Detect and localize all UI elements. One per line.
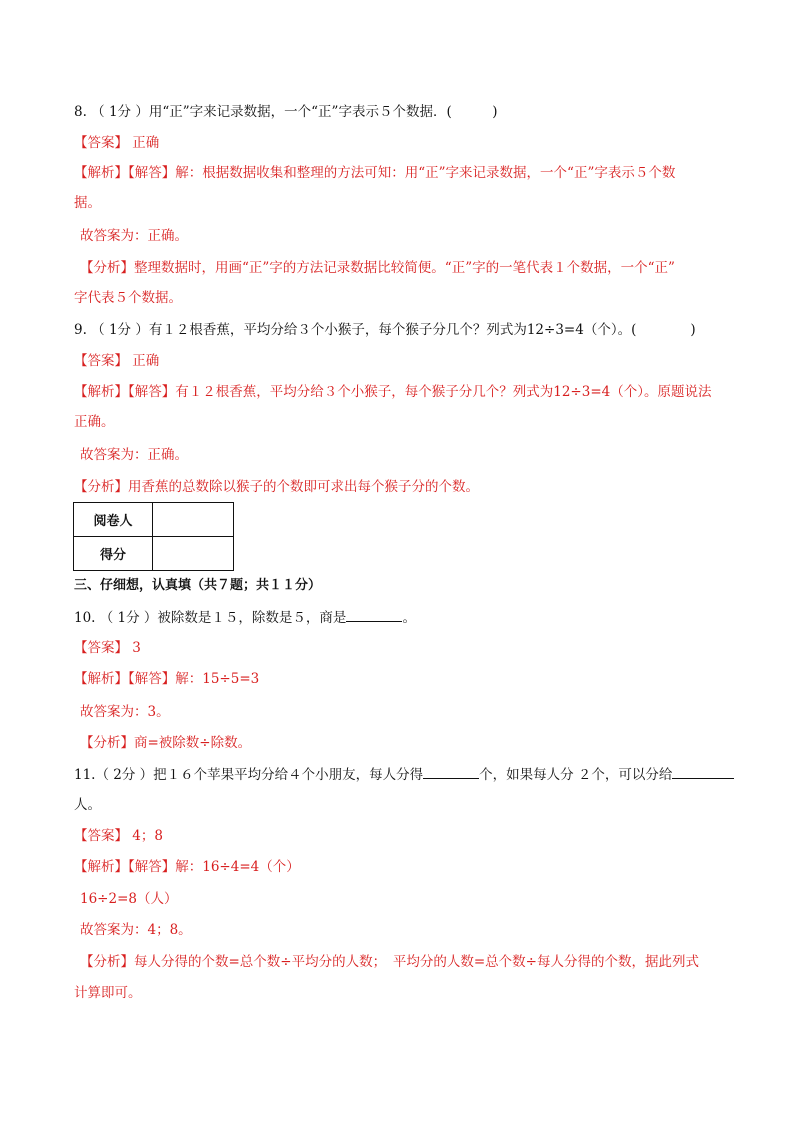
q9-analysis-line1: 【解析】【解答】有１２根香蕉，平均分给３个小猴子，每个猴子分几个？列式为12÷3=4（个）。原题说法 — [74, 384, 712, 400]
q11-fenxi-line1: 【分析】每人分得的个数=总个数÷平均分的人数； 平均分的人数=总个数÷每人分得的个数，据此列式 — [80, 954, 699, 970]
grading-row-reviewer — [74, 503, 234, 537]
q10-answer-blank — [346, 607, 402, 622]
q11-answer-blank-1 — [423, 764, 479, 779]
reviewer-value-cell — [153, 503, 234, 537]
q8-fenxi-line1: 【分析】整理数据时，用画“正”字的方法记录数据比较简便。“正”字的一笔代表１个数据，一个“正” — [80, 260, 675, 276]
q10-question-text: 10. （ 1分 ）被除数是１５，除数是５，商是 — [74, 610, 347, 626]
q8-question: 8. （ 1分 ）用“正”字来记录数据，一个“正”字表示５个数据．( ) — [74, 104, 498, 120]
q11-question-mid: 个，如果每人分 ２个，可以分给 — [479, 767, 673, 783]
q11-analysis-line1: 【解析】【解答】解：16÷4=4（个） — [74, 859, 300, 875]
q11-question-text: 11.（ 2分 ）把１６个苹果平均分给４个小朋友，每人分得 — [74, 767, 424, 783]
section3-title: 三、仔细想，认真填（共７题；共１１分） — [74, 578, 322, 593]
q8-analysis-line2: 据。 — [74, 195, 101, 211]
reviewer-label: 阅卷人 — [74, 503, 153, 537]
q11-question-line2: 人。 — [74, 797, 101, 813]
score-label: 得分 — [74, 537, 153, 571]
q9-fenxi: 【分析】用香蕉的总数除以猴子的个数即可求出每个猴子分的个数。 — [74, 479, 479, 495]
score-value-cell — [153, 537, 234, 571]
q10-answer: 【答案】 3 — [74, 640, 141, 656]
q9-answer: 【答案】 正确 — [74, 353, 160, 369]
q10-analysis: 【解析】【解答】解：15÷5=3 — [74, 671, 260, 687]
q11-answer: 【答案】 4；8 — [74, 828, 163, 844]
q8-fenxi-line2: 字代表５个数据。 — [74, 290, 182, 306]
q8-conclusion: 故答案为：正确。 — [80, 228, 188, 244]
q10-question-end: 。 — [402, 610, 416, 626]
q11-analysis-line2: 16÷2=8（人） — [80, 891, 178, 907]
q8-analysis-line1: 【解析】【解答】解：根据数据收集和整理的方法可知：用“正”字来记录数据，一个“正”字表示５个数 — [74, 165, 676, 181]
q11-question-line1 — [74, 764, 726, 785]
q11-answer-blank-2 — [672, 764, 734, 779]
q9-conclusion: 故答案为：正确。 — [80, 447, 188, 463]
q11-fenxi-line2: 计算即可。 — [74, 985, 142, 1001]
grading-table — [73, 502, 234, 571]
q8-answer: 【答案】 正确 — [74, 135, 160, 151]
q11-conclusion: 故答案为：4；8。 — [80, 922, 192, 938]
q10-conclusion: 故答案为：3。 — [80, 704, 170, 720]
grading-row-score — [74, 537, 234, 571]
q10-fenxi: 【分析】商=被除数÷除数。 — [80, 735, 252, 751]
q10-question — [74, 607, 726, 628]
q9-question: 9. （ 1分 ）有１２根香蕉，平均分给３个小猴子，每个猴子分几个？列式为12÷3=4（个）。( ) — [74, 322, 696, 338]
q9-analysis-line2: 正确。 — [74, 414, 115, 430]
